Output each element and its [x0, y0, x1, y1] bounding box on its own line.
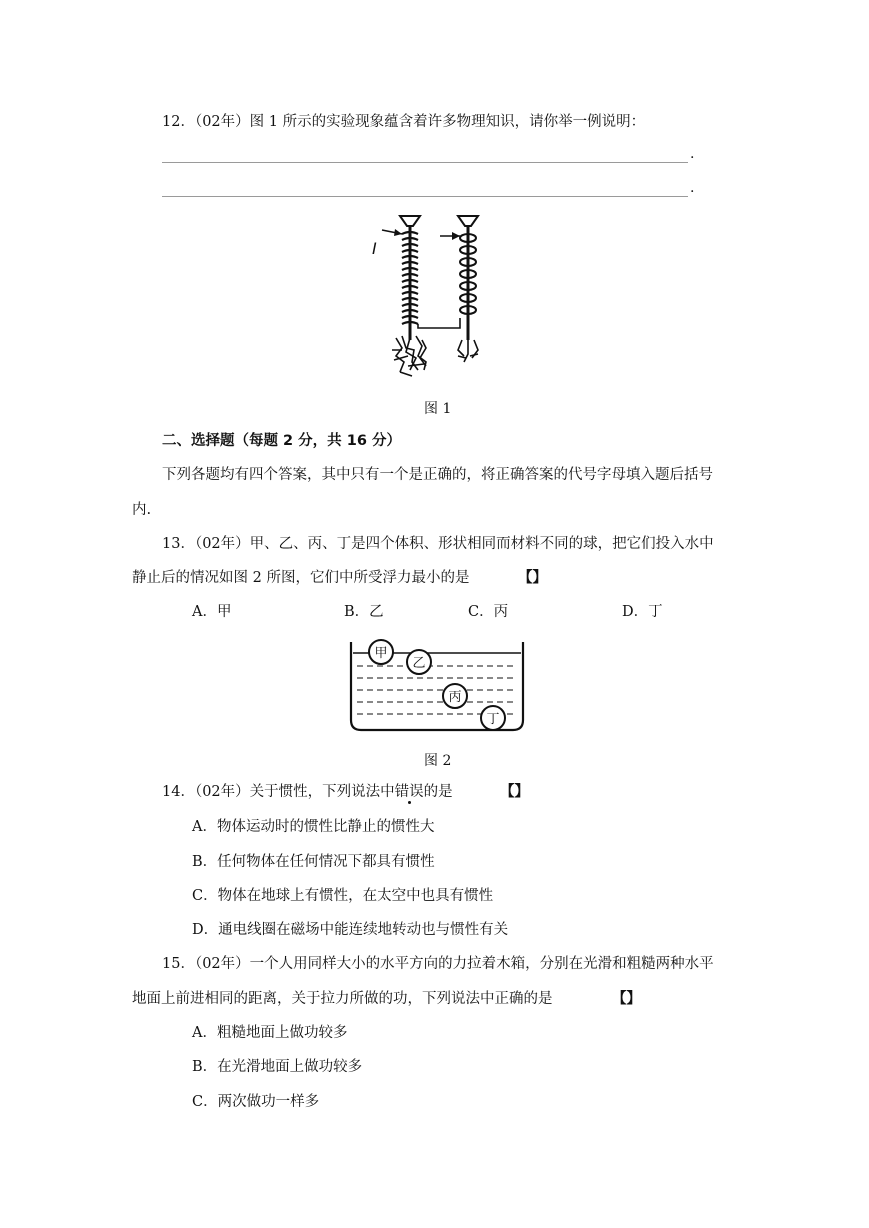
figure-2-water-tank: [345, 636, 530, 736]
ball-bing-label: 丙: [448, 690, 462, 705]
q14-option-a: A．物体运动时的惯性比静止的惯性大: [192, 819, 435, 835]
q15-line-1: 15．（02年）一个人用同样大小的水平方向的力拉着木箱，分别在光滑和粗糙两种水平: [162, 956, 714, 972]
q13-option-c: C．丙: [468, 604, 509, 620]
figure-1-current-label: I: [372, 239, 377, 258]
q13-option-a: A．甲: [192, 604, 232, 620]
q14-option-c: C．物体在地球上有惯性，在太空中也具有惯性: [192, 888, 494, 904]
section-2-instruction-2: 内.: [132, 502, 152, 518]
q14-option-b: B．任何物体在任何情况下都具有惯性: [192, 854, 435, 870]
q14-stem-before: 14．（02年）关于惯性，下列说法中: [162, 784, 395, 800]
q14-answer-bracket: 【】: [500, 784, 529, 800]
q15-option-c: C．两次做功一样多: [192, 1094, 320, 1110]
q14-stem: [162, 782, 453, 802]
section-2-title: 二、选择题（每题 2 分，共 16 分）: [162, 433, 401, 449]
q13-line-1: 13．（02年）甲、乙、丙、丁是四个体积、形状相同而材料不同的球，把它们投入水中: [162, 536, 714, 552]
ball-yi-label: 乙: [412, 656, 426, 671]
q12-end-mark-1: .: [690, 146, 695, 162]
ball-jia-label: 甲: [374, 646, 388, 661]
ball-ding-label: 丁: [486, 712, 500, 727]
q15-option-b: B．在光滑地面上做功较多: [192, 1059, 363, 1075]
figure-1-electromagnets: [360, 210, 500, 380]
q13-line-2: 静止后的情况如图 2 所图，它们中所受浮力最小的是: [132, 570, 470, 586]
q12-text: 12．（02年）图 1 所示的实验现象蕴含着许多物理知识，请你举一例说明：: [162, 114, 646, 130]
figure-1-caption: 图 1: [424, 401, 452, 417]
q14-stem-after: 的是: [423, 784, 453, 800]
q13-option-d: D．丁: [622, 604, 663, 620]
q14-option-d: D．通电线圈在磁场中能连续地转动也与惯性有关: [192, 922, 509, 938]
section-2-instruction-1: 下列各题均有四个答案，其中只有一个是正确的，将正确答案的代号字母填入题后括号: [162, 467, 713, 483]
q12-end-mark-2: .: [690, 180, 695, 196]
q13-option-b: B．乙: [344, 604, 384, 620]
q12-answer-line-1: [162, 162, 688, 163]
q15-answer-bracket: 【】: [612, 991, 641, 1007]
q15-option-a: A．粗糙地面上做功较多: [192, 1025, 348, 1041]
figure-2-caption: 图 2: [424, 753, 452, 769]
q13-answer-bracket: 【】: [518, 570, 547, 586]
q15-line-2: 地面上前进相同的距离，关于拉力所做的功，下列说法中正确的是: [132, 991, 553, 1007]
q12-answer-line-2: [162, 196, 688, 197]
q14-stem-emphasis: 错误: [394, 784, 424, 800]
